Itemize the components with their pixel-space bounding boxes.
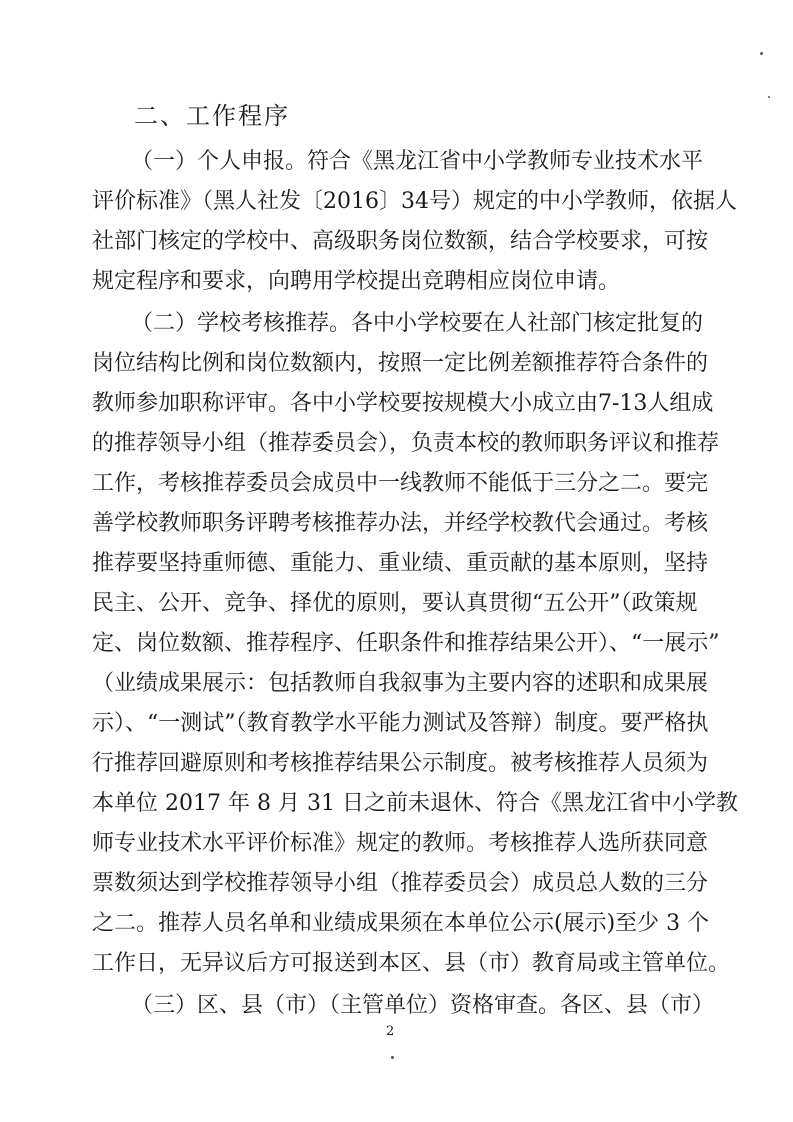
section-heading: 二、工作程序 [134, 102, 290, 130]
paragraph-2-line: 之二。推荐人员名单和业绩成果须在本单位公示(展示)至少 3 个 [92, 911, 710, 936]
paragraph-2-line: 教师参加职称评审。各中小学校要按规模大小成立由7-13人组成 [92, 391, 714, 416]
paragraph-2-line: 民主、公开、竞争、择优的原则，要认真贯彻“五公开”（政策规 [92, 591, 698, 616]
scan-speck [768, 96, 770, 98]
paragraph-2-line: 工作，考核推荐委员会成员中一线教师不能低于三分之二。要完 [92, 471, 709, 496]
paragraph-2-line: 推荐要坚持重师德、重能力、重业绩、重贡献的基本原则，坚持 [92, 551, 709, 576]
paragraph-2-line: 师专业技术水平评价标准》规定的教师。考核推荐人选所获同意 [92, 831, 709, 856]
page-number: 2 [386, 1024, 395, 1039]
paragraph-2-line: 岗位结构比例和岗位数额内，按照一定比例差额推荐符合条件的 [92, 351, 709, 376]
paragraph-2-line: 行推荐回避原则和考核推荐结果公示制度。被考核推荐人员须为 [92, 751, 709, 776]
paragraph-2-line: 本单位 2017 年 8 月 31 日之前未退休、符合《黑龙江省中小学教 [92, 791, 738, 816]
paragraph-2-line: 示）、“一测试”（教育教学水平能力测试及答辩）制度。要严格执 [92, 711, 709, 736]
paragraph-1-line: 评价标准》（黑人社发〔2016〕34号）规定的中小学教师，依据人 [92, 189, 737, 214]
scan-speck [760, 52, 763, 55]
paragraph-2-line: 定、岗位数额、推荐程序、任职条件和推荐结果公开）、“一展示” [92, 631, 720, 656]
paragraph-2-line: 票数须达到学校推荐领导小组（推荐委员会）成员总人数的三分 [92, 871, 709, 896]
paragraph-3-line: （三）区、县（市）（主管单位）资格审查。各区、县（市） [131, 993, 715, 1018]
paragraph-2-line: 工作日，无异议后方可报送到本区、县（市）教育局或主管单位。 [92, 951, 731, 976]
paragraph-2-line: （二）学校考核推荐。各中小学校要在人社部门核定批复的 [131, 311, 704, 336]
paragraph-1-line: （一）个人申报。符合《黑龙江省中小学教师专业技术水平 [131, 149, 704, 174]
paragraph-2-line: （业绩成果展示：包括教师自我叙事为主要内容的述职和成果展 [92, 671, 709, 696]
paragraph-2-line: 的推荐领导小组（推荐委员会），负责本校的教师职务评议和推荐 [92, 431, 720, 456]
scan-speck [391, 1056, 394, 1059]
paragraph-2-line: 善学校教师职务评聘考核推荐办法，并经学校教代会通过。考核 [92, 511, 709, 536]
paragraph-1-line: 社部门核定的学校中、高级职务岗位数额，结合学校要求，可按 [92, 229, 709, 254]
paragraph-1-line: 规定程序和要求，向聘用学校提出竞聘相应岗位申请。 [92, 269, 621, 294]
